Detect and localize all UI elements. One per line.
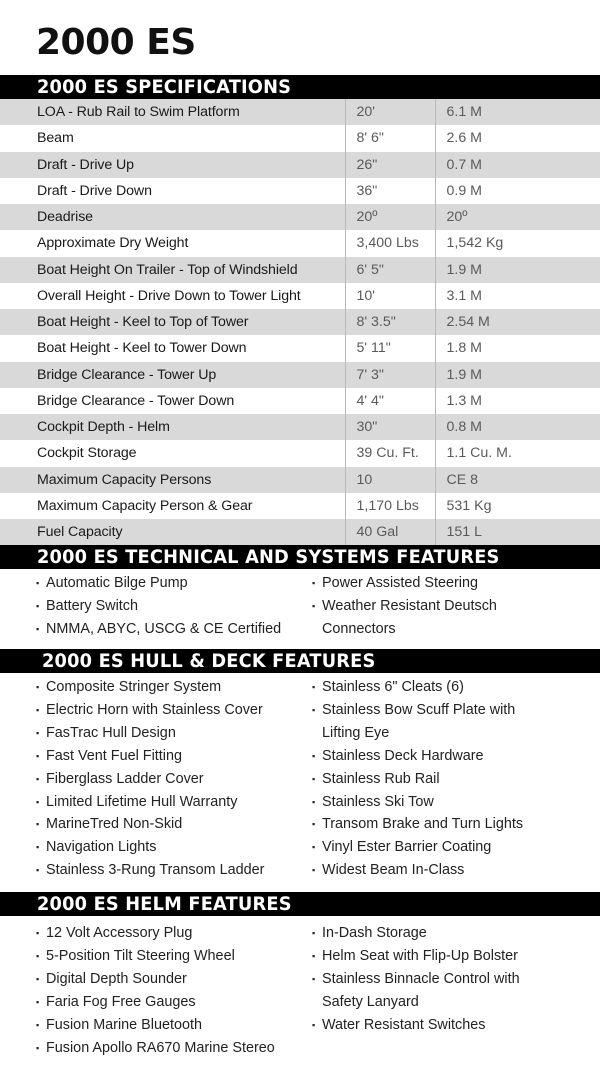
feature-item: ▪ Fiberglass Ladder Cover bbox=[36, 768, 264, 791]
spec-label: Draft - Drive Down bbox=[37, 182, 152, 199]
spec-label: Cockpit Storage bbox=[37, 445, 137, 462]
spec-label: Bridge Clearance - Tower Up bbox=[0, 362, 345, 388]
spec-label: Maximum Capacity Person & Gear bbox=[37, 497, 253, 514]
spec-label: Draft - Drive Up bbox=[0, 152, 345, 178]
feature-item: ▪ Helm Seat with Flip-Up Bolster bbox=[312, 945, 520, 968]
feature-item: ▪ MarineTred Non-Skid bbox=[36, 813, 264, 836]
spec-row bbox=[0, 257, 600, 283]
spec-row bbox=[0, 493, 600, 519]
spec-imperial-value: 8' 3.5" bbox=[345, 309, 435, 335]
feature-item: ▪ 5-Position Tilt Steering Wheel bbox=[36, 945, 275, 968]
spec-metric-value: 2.54 M bbox=[435, 309, 600, 335]
spec-imperial-value: 39 Cu. Ft. bbox=[345, 440, 435, 466]
helm-features-header bbox=[0, 892, 600, 916]
feature-item: ▪ Vinyl Ester Barrier Coating bbox=[312, 836, 523, 859]
spec-metric-value: 20º bbox=[435, 204, 600, 230]
feature-item: ▪ Stainless Binnacle Control with bbox=[312, 968, 520, 991]
feature-item: ▪ Composite Stringer System bbox=[36, 676, 264, 699]
feature-item: Safety Lanyard bbox=[322, 993, 419, 1010]
feature-item: ▪ Fast Vent Fuel Fitting bbox=[36, 745, 264, 768]
spec-metric-value: 0.9 M bbox=[435, 178, 600, 204]
spec-row bbox=[0, 440, 600, 466]
spec-metric-value: 1,542 Kg bbox=[435, 230, 600, 256]
hull-deck-features-header-label: 2000 ES HULL & DECK FEATURES bbox=[42, 651, 376, 672]
feature-item: ▪ Limited Lifetime Hull Warranty bbox=[36, 791, 264, 814]
feature-item: Connectors bbox=[322, 620, 396, 637]
spec-label: Boat Height On Trailer - Top of Windshield bbox=[0, 257, 345, 283]
feature-item: ▪ Fusion Apollo RA670 Marine Stereo bbox=[36, 1037, 275, 1060]
feature-item: ▪ NMMA, ABYC, USCG & CE Certified bbox=[36, 618, 281, 641]
spec-imperial-value: 26" bbox=[345, 152, 435, 178]
feature-item: ▪ Transom Brake and Turn Lights bbox=[312, 813, 523, 836]
spec-imperial-value: 20' bbox=[345, 99, 435, 125]
page-title: 2000 ES bbox=[36, 22, 196, 63]
feature-item: ▪ Widest Beam In-Class bbox=[312, 859, 523, 882]
spec-label: Boat Height - Keel to Top of Tower bbox=[0, 309, 345, 335]
spec-row bbox=[0, 125, 600, 151]
feature-item: ▪ 12 Volt Accessory Plug bbox=[36, 922, 275, 945]
feature-item: ▪ Stainless 6" Cleats (6) bbox=[312, 676, 523, 699]
spec-imperial-value: 20º bbox=[345, 204, 435, 230]
spec-row bbox=[0, 362, 600, 388]
spec-metric-value: 531 Kg bbox=[435, 493, 600, 519]
spec-row bbox=[0, 152, 600, 178]
feature-item: ▪ Stainless Deck Hardware bbox=[312, 745, 523, 768]
feature-item: ▪ FasTrac Hull Design bbox=[36, 722, 264, 745]
spec-imperial-value: 36" bbox=[345, 178, 435, 204]
spec-label: Fuel Capacity bbox=[0, 519, 345, 545]
feature-item: ▪ Stainless Bow Scuff Plate with bbox=[312, 699, 523, 722]
spec-label: Beam bbox=[37, 130, 74, 147]
feature-item: Lifting Eye bbox=[322, 724, 390, 741]
spec-label: Bridge Clearance - Tower Down bbox=[37, 392, 235, 409]
specifications-header-label: 2000 ES SPECIFICATIONS bbox=[37, 77, 292, 98]
technical-features-left-column bbox=[36, 572, 281, 641]
specifications-header bbox=[0, 75, 600, 99]
feature-item: ▪ Weather Resistant Deutsch bbox=[312, 595, 497, 618]
feature-item: ▪ Battery Switch bbox=[36, 595, 281, 618]
feature-item: ▪ Power Assisted Steering bbox=[312, 572, 497, 595]
spec-metric-value: 151 L bbox=[435, 519, 600, 545]
spec-metric-value: 3.1 M bbox=[435, 283, 600, 309]
spec-row bbox=[0, 467, 600, 493]
helm-features-right-column bbox=[312, 922, 520, 1037]
spec-imperial-value: 1,170 Lbs bbox=[345, 493, 435, 519]
spec-row bbox=[0, 99, 600, 125]
spec-metric-value: 1.9 M bbox=[435, 362, 600, 388]
feature-item: ▪ Digital Depth Sounder bbox=[36, 968, 275, 991]
spec-metric-value: 6.1 M bbox=[435, 99, 600, 125]
spec-imperial-value: 5' 11" bbox=[345, 335, 435, 361]
spec-row bbox=[0, 388, 600, 414]
spec-label: LOA - Rub Rail to Swim Platform bbox=[0, 99, 345, 125]
spec-row bbox=[0, 309, 600, 335]
spec-metric-value: 1.8 M bbox=[435, 335, 600, 361]
hull-deck-features-header bbox=[0, 649, 600, 673]
spec-metric-value: CE 8 bbox=[435, 467, 600, 493]
helm-features-left-column bbox=[36, 922, 275, 1059]
spec-row bbox=[0, 414, 600, 440]
spec-metric-value: 1.1 Cu. M. bbox=[435, 440, 600, 466]
feature-item: ▪ Navigation Lights bbox=[36, 836, 264, 859]
feature-item: ▪ In-Dash Storage bbox=[312, 922, 520, 945]
spec-label: Maximum Capacity Persons bbox=[0, 467, 345, 493]
specifications-table bbox=[0, 99, 600, 545]
feature-item: ▪ Automatic Bilge Pump bbox=[36, 572, 281, 595]
spec-label: Approximate Dry Weight bbox=[37, 235, 189, 252]
helm-features-header-label: 2000 ES HELM FEATURES bbox=[37, 894, 292, 915]
spec-imperial-value: 4' 4" bbox=[345, 388, 435, 414]
feature-item: ▪ Water Resistant Switches bbox=[312, 1014, 520, 1037]
technical-features-header-label: 2000 ES TECHNICAL AND SYSTEMS FEATURES bbox=[37, 547, 500, 568]
spec-imperial-value: 8' 6" bbox=[345, 125, 435, 151]
spec-label: Cockpit Depth - Helm bbox=[0, 414, 345, 440]
hull-deck-features-right-column bbox=[312, 676, 523, 882]
spec-imperial-value: 10' bbox=[345, 283, 435, 309]
spec-metric-value: 2.6 M bbox=[435, 125, 600, 151]
spec-imperial-value: 7' 3" bbox=[345, 362, 435, 388]
spec-metric-value: 0.7 M bbox=[435, 152, 600, 178]
spec-row bbox=[0, 204, 600, 230]
hull-deck-features-left-column bbox=[36, 676, 264, 882]
spec-imperial-value: 30" bbox=[345, 414, 435, 440]
feature-item: ▪ Faria Fog Free Gauges bbox=[36, 991, 275, 1014]
spec-label: Overall Height - Drive Down to Tower Light bbox=[37, 287, 301, 304]
spec-imperial-value: 40 Gal bbox=[345, 519, 435, 545]
spec-row bbox=[0, 283, 600, 309]
spec-metric-value: 1.9 M bbox=[435, 257, 600, 283]
spec-label: Deadrise bbox=[0, 204, 345, 230]
spec-row bbox=[0, 230, 600, 256]
feature-item: ▪ Stainless 3-Rung Transom Ladder bbox=[36, 859, 264, 882]
technical-features-header bbox=[0, 545, 600, 569]
feature-item: ▪ Stainless Rub Rail bbox=[312, 768, 523, 791]
spec-row bbox=[0, 335, 600, 361]
spec-imperial-value: 6' 5" bbox=[345, 257, 435, 283]
feature-item: ▪ Fusion Marine Bluetooth bbox=[36, 1014, 275, 1037]
feature-item: ▪ Stainless Ski Tow bbox=[312, 791, 523, 814]
spec-imperial-value: 10 bbox=[345, 467, 435, 493]
feature-item: ▪ Electric Horn with Stainless Cover bbox=[36, 699, 264, 722]
spec-metric-value: 0.8 M bbox=[435, 414, 600, 440]
spec-metric-value: 1.3 M bbox=[435, 388, 600, 414]
spec-row bbox=[0, 519, 600, 545]
technical-features-right-column bbox=[312, 572, 497, 641]
spec-label: Boat Height - Keel to Tower Down bbox=[37, 340, 247, 357]
spec-imperial-value: 3,400 Lbs bbox=[345, 230, 435, 256]
spec-row bbox=[0, 178, 600, 204]
